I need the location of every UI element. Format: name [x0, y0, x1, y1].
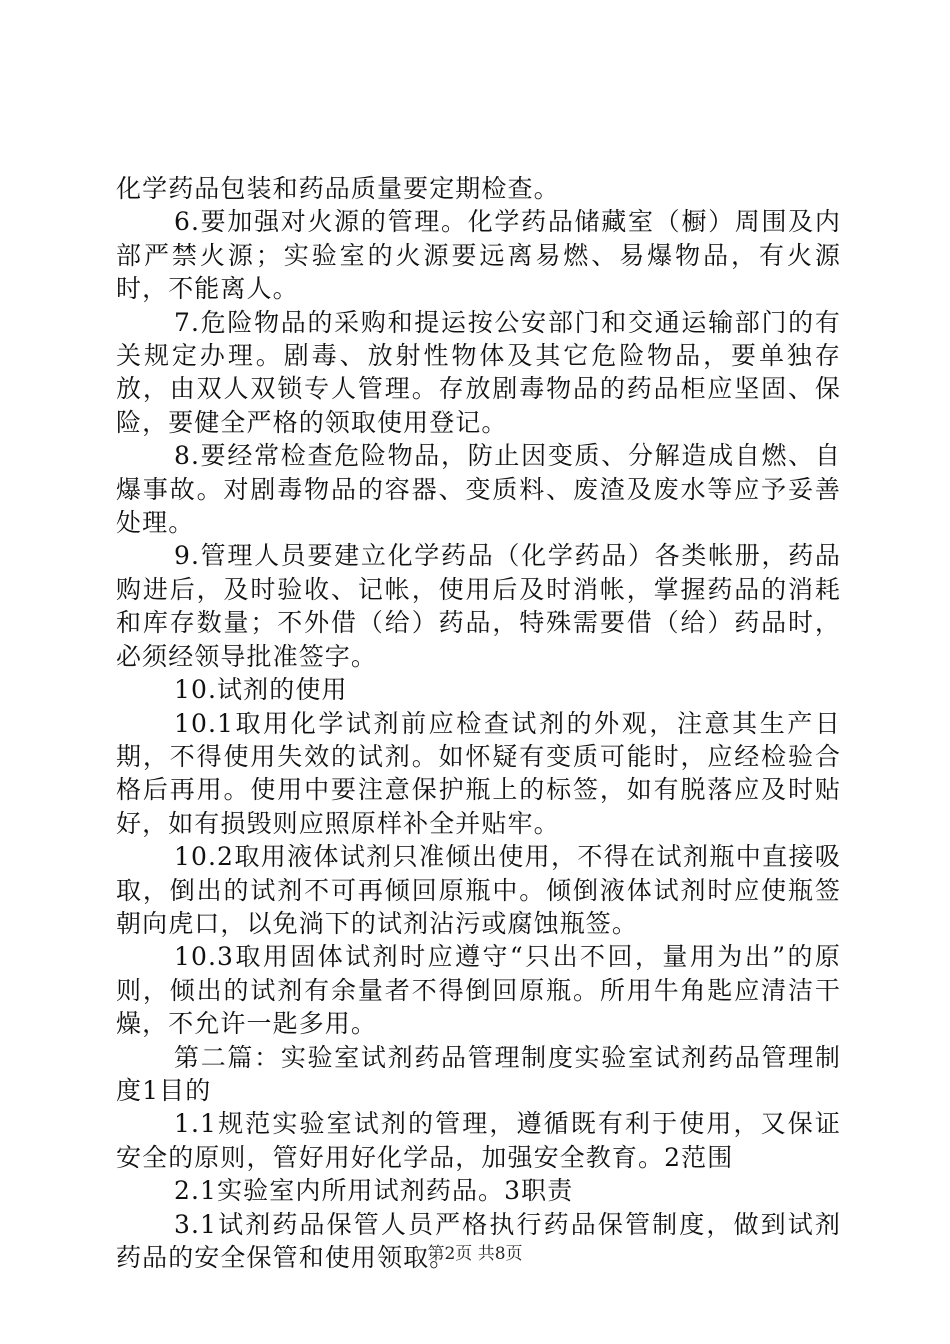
document-body	[116, 172, 841, 1274]
paragraph-item-7: 7.危险物品的采购和提运按公安部门和交通运输部门的有关规定办理。剧毒、放射性物体及其它危险物品，要单独存放，由双人双锁专人管理。存放剧毒物品的药品柜应坚固、保险，要健全严格的领取使用登记。	[116, 307, 841, 437]
paragraph-item-2-1: 2.1实验室内所用试剂药品。3职责	[174, 1176, 574, 1206]
paragraph-item-10-2: 10.2取用液体试剂只准倾出使用，不得在试剂瓶中直接吸取，倒出的试剂不可再倾回原瓶中。倾倒液体试剂时应使瓶签朝向虎口，以免淌下的试剂沾污或腐蚀瓶签。	[116, 842, 841, 938]
paragraph-item-10-heading: 10.试剂的使用	[174, 675, 348, 705]
paragraph-item-1-1: 1.1规范实验室试剂的管理，遵循既有利于使用，又保证安全的原则，管好用好化学品，加强安全教育。2范围	[116, 1109, 841, 1172]
paragraph-continuation: 化学药品包装和药品质量要定期检查。	[116, 174, 560, 203]
paragraph-item-6: 6.要加强对火源的管理。化学药品储藏室（橱）周围及内部严禁火源；实验室的火源要远离易燃、易爆物品，有火源时，不能离人。	[116, 207, 841, 304]
paragraph-item-9: 9.管理人员要建立化学药品（化学药品）各类帐册，药品购进后，及时验收、记帐，使用后及时消帐，掌握药品的消耗和库存数量；不外借（给）药品，特殊需要借（给）药品时，必须经领导批准签字。	[116, 541, 841, 671]
paragraph-item-3-1: 3.1试剂药品保管人员严格执行药品保管制度，做到试剂药品的安全保管和使用领取。	[116, 1209, 841, 1272]
section-heading-part-two: 第二篇：实验室试剂药品管理制度实验室试剂药品管理制度1目的	[116, 1042, 841, 1105]
paragraph-item-8: 8.要经常检查危险物品，防止因变质、分解造成自燃、自爆事故。对剧毒物品的容器、变质料、废渣及废水等应予妥善处理。	[116, 441, 841, 538]
page-number-footer: 第2页 共8页	[427, 1244, 523, 1264]
paragraph-item-10-3: 10.3取用固体试剂时应遵守“只出不回，量用为出”的原则，倾出的试剂有余量者不得倒回原瓶。所用牛角匙应清洁干燥，不允许一匙多用。	[116, 942, 841, 1039]
paragraph-item-10-1: 10.1取用化学试剂前应检查试剂的外观，注意其生产日期，不得使用失效的试剂。如怀疑有变质可能时，应经检验合格后再用。使用中要注意保护瓶上的标签，如有脱落应及时贴好，如有损毁则应照原样补全并贴牢。	[116, 708, 841, 838]
